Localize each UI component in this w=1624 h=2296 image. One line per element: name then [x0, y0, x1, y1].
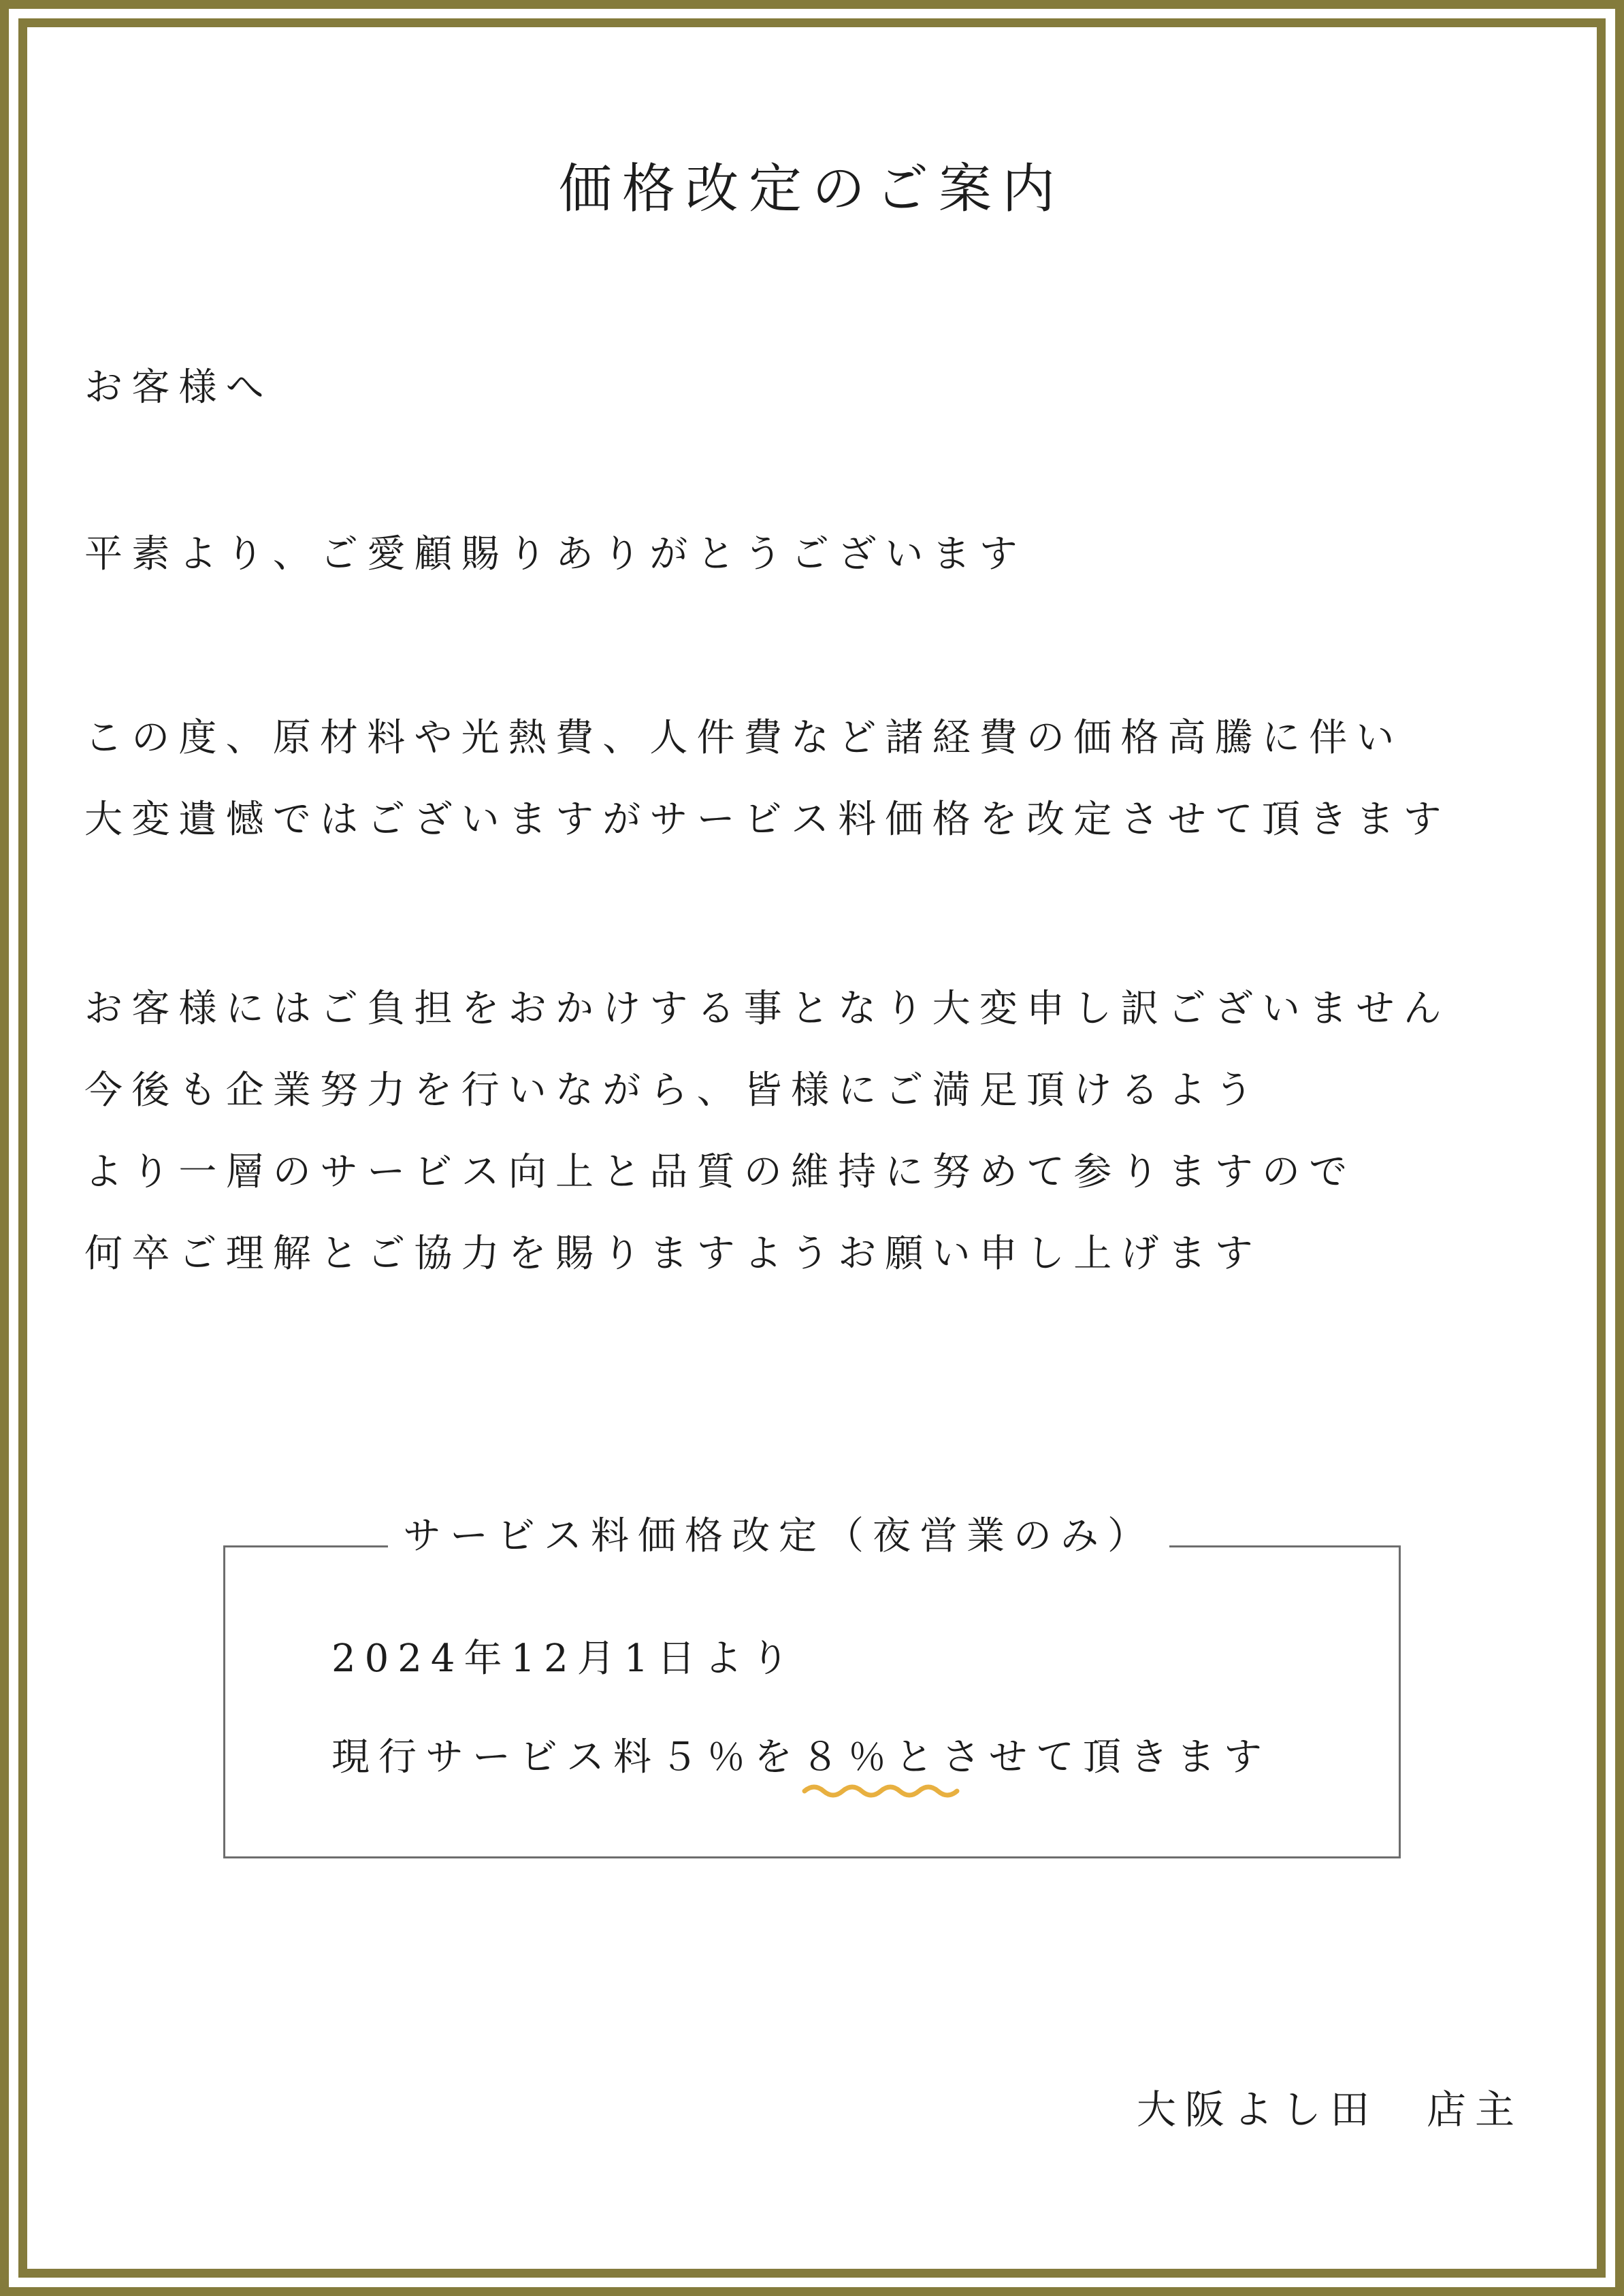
inner-frame-border — [18, 18, 1606, 2278]
wavy-underline-highlight — [802, 1782, 960, 1801]
paragraph1-line-1: この度、原材料や光熱費、人件費など諸経費の価格高騰に伴い — [84, 716, 1403, 760]
notice-box — [223, 1545, 1401, 1858]
document-title: 価格改定のご案内 — [558, 159, 1065, 220]
paragraph2-line-2: 今後も企業努力を行いながら、皆様にご満足頂けるよう — [84, 1068, 1262, 1113]
paragraph2-line-4: 何卒ご理解とご協力を賜りますようお願い申し上げます — [84, 1232, 1262, 1276]
salutation: お客様へ — [84, 365, 273, 410]
greeting-line: 平素より、ご愛顧賜りありがとうございます — [84, 532, 1026, 576]
paragraph2-line-3: より一層のサービス向上と品質の維持に努めて参りますので — [84, 1150, 1357, 1194]
paragraph1-line-2: 大変遺憾ではございますがサービス料価格を改定させて頂きます — [84, 798, 1450, 842]
paragraph2-line-1: お客様にはご負担をおかけする事となり大変申し訳ございません — [84, 987, 1450, 1031]
notice-effective-date: 2024年12月1日より — [331, 1637, 798, 1681]
notice-rate-change: 現行サービス料５％を８％とさせて頂きます — [331, 1735, 1271, 1780]
notice-heading: サービス料価格改定（夜営業のみ） — [388, 1513, 1169, 1560]
signature: 大阪よし田 店主 — [1136, 2086, 1523, 2133]
